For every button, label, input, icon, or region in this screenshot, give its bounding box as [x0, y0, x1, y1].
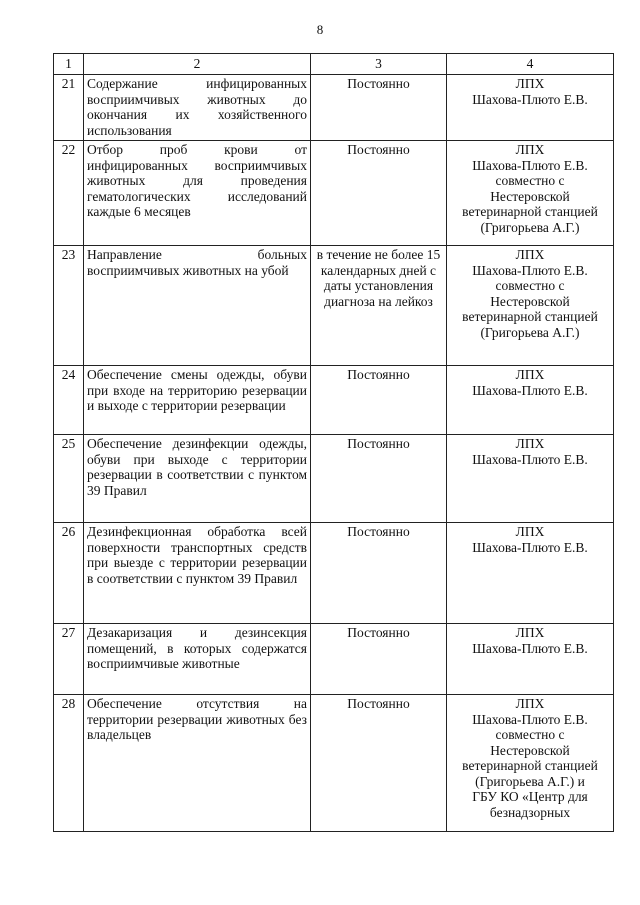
responsible-line: Шахова-Плюто Е.В. [472, 451, 588, 467]
responsible-line: (Григорьева А.Г.) и [475, 773, 585, 789]
responsible-line: ветеринарной станцией [462, 758, 598, 773]
responsible-line: Нестеровской [490, 188, 570, 204]
measure-term: Постоянно [311, 624, 447, 695]
row-number: 26 [54, 523, 84, 624]
table-row [54, 435, 614, 523]
responsible-line: ЛПХ [515, 696, 545, 711]
measure-term: Постоянно [311, 523, 447, 624]
responsible-line: совместно с [495, 278, 565, 293]
responsible-line: ЛПХ [515, 76, 545, 91]
measure-term: в течение не более 15 календарных дней с даты установления диагноза на лейкоз [311, 246, 447, 366]
measure-responsible [447, 141, 614, 246]
measure-term: Постоянно [311, 695, 447, 832]
responsible-line: Шахова-Плюто Е.В. [472, 539, 588, 555]
responsible-line: ветеринарной станцией [462, 204, 598, 219]
responsible-line: ЛПХ [515, 142, 545, 157]
responsible-line: ЛПХ [515, 524, 545, 539]
column-header-number: 1 [54, 54, 84, 75]
responsible-line: ветеринарной станцией [462, 309, 598, 324]
row-number: 27 [54, 624, 84, 695]
measure-responsible [447, 435, 614, 523]
responsible-line: ЛПХ [515, 436, 545, 451]
page-number: 8 [316, 22, 324, 37]
responsible-line: ЛПХ [515, 247, 545, 262]
table-row [54, 75, 614, 141]
measures-table [53, 53, 614, 832]
measure-description: Содержание инфицированных восприимчивых животных до окончания их хозяйственного использования [84, 75, 311, 141]
measure-responsible [447, 246, 614, 366]
measure-description: Дезакаризация и дезинсекция помещений, в которых содержатся восприимчивые животные [84, 624, 311, 695]
measure-description: Направление больных восприимчивых животных на убой [84, 246, 311, 366]
row-number: 22 [54, 141, 84, 246]
responsible-line: Шахова-Плюто Е.В. [472, 157, 588, 173]
row-number: 23 [54, 246, 84, 366]
row-number: 21 [54, 75, 84, 141]
responsible-line: ГБУ КО «Центр для [472, 789, 588, 804]
measure-responsible [447, 523, 614, 624]
table-row [54, 624, 614, 695]
measure-responsible [447, 366, 614, 435]
measure-term: Постоянно [311, 435, 447, 523]
measure-responsible [447, 75, 614, 141]
responsible-line: Нестеровской [490, 742, 570, 758]
responsible-line: совместно с [495, 727, 565, 742]
responsible-line: безнадзорных [489, 804, 571, 820]
responsible-line: Шахова-Плюто Е.В. [472, 91, 588, 107]
column-header-measure: 2 [84, 54, 311, 75]
measure-term: Постоянно [311, 75, 447, 141]
measure-responsible [447, 695, 614, 832]
measure-description: Отбор проб крови от инфицированных восприимчивых животных для проведения гематологических исследований каждые 6 месяцев [84, 141, 311, 246]
row-number: 25 [54, 435, 84, 523]
measure-description: Дезинфекционная обработка всей поверхности транспортных средств при выезде с территории резервации в соответствии с пунктом 39 Правил [84, 523, 311, 624]
measure-description: Обеспечение отсутствия на территории резервации животных без владельцев [84, 695, 311, 832]
column-header-responsible: 4 [447, 54, 614, 75]
table-row [54, 366, 614, 435]
measure-responsible [447, 624, 614, 695]
measure-description: Обеспечение дезинфекции одежды, обуви при выходе с территории резервации в соответствии с пунктом 39 Правил [84, 435, 311, 523]
responsible-line: Шахова-Плюто Е.В. [472, 262, 588, 278]
measure-term: Постоянно [311, 141, 447, 246]
table-row [54, 695, 614, 832]
responsible-line: ЛПХ [515, 367, 545, 382]
table-row [54, 523, 614, 624]
responsible-line: ЛПХ [515, 625, 545, 640]
measure-term: Постоянно [311, 366, 447, 435]
responsible-line: совместно с [495, 173, 565, 188]
table-row [54, 246, 614, 366]
responsible-line: (Григорьева А.Г.) [480, 219, 580, 235]
measure-description: Обеспечение смены одежды, обуви при входе на территорию резервации и выходе с территории резервации [84, 366, 311, 435]
table-body [54, 75, 614, 832]
row-number: 28 [54, 695, 84, 832]
column-header-term: 3 [311, 54, 447, 75]
table-header-row [54, 54, 614, 75]
responsible-line: Нестеровской [490, 293, 570, 309]
responsible-line: Шахова-Плюто Е.В. [472, 382, 588, 398]
responsible-line: Шахова-Плюто Е.В. [472, 640, 588, 656]
responsible-line: (Григорьева А.Г.) [480, 324, 580, 340]
responsible-line: Шахова-Плюто Е.В. [472, 711, 588, 727]
row-number: 24 [54, 366, 84, 435]
table-row [54, 141, 614, 246]
